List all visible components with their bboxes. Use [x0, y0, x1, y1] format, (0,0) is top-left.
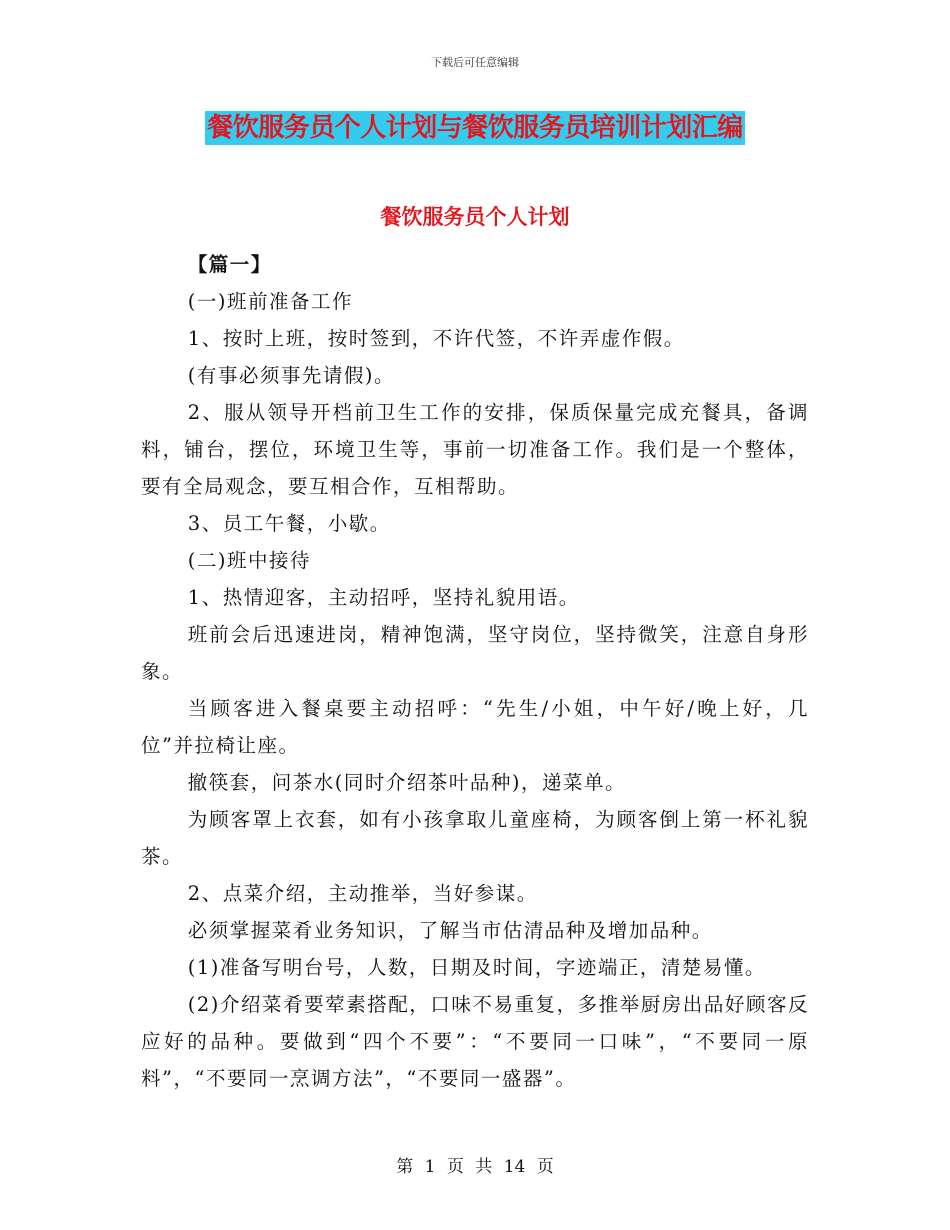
section-heading: (二)班中接待: [187, 549, 312, 572]
paragraph: 2、服从领导开档前卫生工作的安排，保质保量完成充餐具，备调料，铺台，摆位，环境卫生等，事前一切准备工作。我们是一个整体，要有全局观念，要互相合作，互相帮助。: [141, 401, 809, 498]
document-main-title: 餐饮服务员个人计划与餐饮服务员培训计划汇编: [207, 113, 743, 143]
paragraph: (2)介绍菜肴要荤素搭配，口味不易重复，多推举厨房出品好顾客反应好的品种。要做到“四个不要”：“不要同一口味”，“不要同一原料”，“不要同一烹调方法”，“不要同一盛器”。: [141, 993, 809, 1090]
section-title: 餐饮服务员个人计划: [380, 205, 570, 229]
paragraph: 撤筷套，问茶水(同时介绍茶叶品种)，递菜单。: [187, 771, 627, 794]
paragraph: (1)准备写明台号，人数，日期及时间，字迹端正，清楚易懂。: [187, 956, 766, 979]
paragraph: 3、员工午餐，小歇。: [187, 512, 391, 535]
paragraph: 1、按时上班，按时签到，不许代签，不许弄虚作假。: [187, 327, 685, 350]
main-title-container: [0, 111, 950, 145]
page-number-footer: 第 1 页 共 14 页: [396, 1157, 554, 1177]
paragraph: 当顾客进入餐桌要主动招呼：“先生/小姐，中午好/晚上好，几位”并拉椅让座。: [141, 697, 809, 757]
paragraph: 必须掌握菜肴业务知识，了解当市估清品种及增加品种。: [187, 919, 713, 942]
document-body: [141, 246, 809, 1097]
paragraph: 2、点菜介绍，主动推举，当好参谋。: [187, 882, 538, 905]
section-heading: (一)班前准备工作: [187, 290, 354, 313]
chapter-label: 【篇一】: [187, 253, 272, 276]
paragraph: (有事必须事先请假)。: [187, 364, 396, 387]
paragraph: 1、热情迎客，主动招呼，坚持礼貌用语。: [187, 586, 580, 609]
paragraph: 班前会后迅速进岗，精神饱满，坚守岗位，坚持微笑，注意自身形象。: [141, 623, 809, 683]
page-header-note: 下载后可任意编辑: [431, 56, 519, 69]
paragraph: 为顾客罩上衣套，如有小孩拿取儿童座椅，为顾客倒上第一杯礼貌茶。: [141, 808, 809, 868]
